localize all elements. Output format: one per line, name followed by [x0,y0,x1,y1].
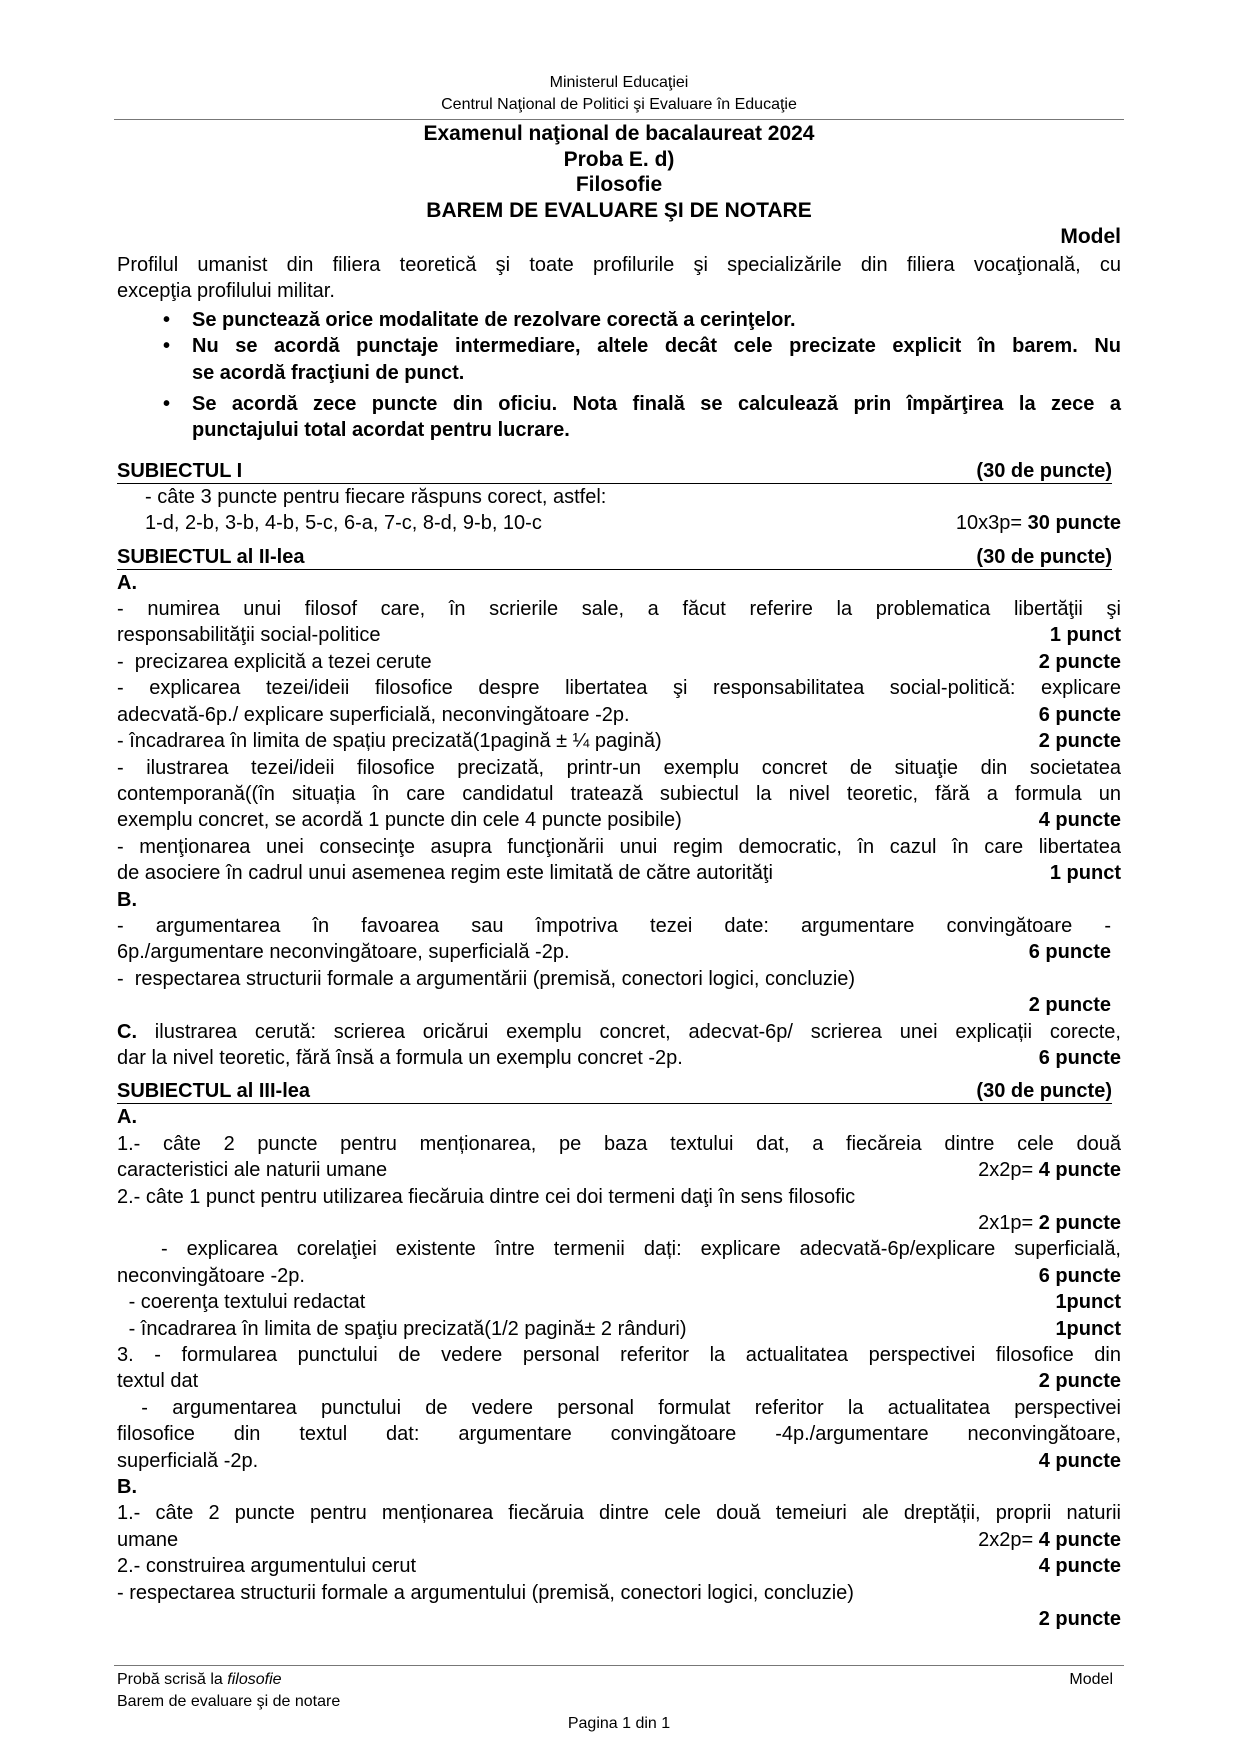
rubric-text: - argumentarea punctului de vedere personal formulat referitor la actualitatea perspectivei [117,1396,1121,1419]
rubric-line [117,510,1121,536]
rubric-line [117,1395,1121,1421]
document-body [117,252,1121,1633]
rubric-line [117,1553,1121,1579]
proba-title: Proba E. d) [563,147,675,171]
rule-text: se acordă fracţiuni de punct. [192,361,465,384]
score [1055,1316,1121,1342]
rubric-text: - menţionarea unei consecinţe asupra funcţionării unui regim democratic, în cazul în care libertatea [117,835,1121,858]
rubric-line [117,1421,1121,1447]
rubric-text: responsabilităţii social-politice [117,624,381,647]
subsection-label-a: A. [117,571,137,594]
section-title: SUBIECTUL al II-lea [117,545,305,568]
page-footer [117,1669,1121,1735]
rubric-line [117,1316,1121,1342]
rubric-text: - încadrarea în limita de spațiu precizată(1pagină ± ¼ pagină) [117,730,662,753]
intro-text: Profilul umanist din filiera teoretică şi toate profilurile şi specializările din filiera vocaţională, cu [117,254,1121,276]
rule-text: Nu se acordă punctaje intermediare, altele decât cele precizate explicit în barem. Nu [192,335,1121,358]
rubric-line [117,755,1121,781]
rubric-text: adecvată-6p./ explicare superficială, neconvingătoare -2p. [117,703,630,726]
rubric-text: exemplu concret, se acordă 1 puncte din cele 4 puncte posibile) [117,809,682,832]
rubric-line [117,1368,1121,1394]
rubric-line [117,675,1121,701]
rubric-line [117,834,1121,860]
score-formula: 2x2p= [978,1159,1039,1182]
score-points: 6 puncte [1038,703,1121,726]
rubric-text: umane [117,1528,179,1551]
footer-exam-subject: filosofie [227,1671,282,1688]
rubric-text: contemporană((în situația în care candidatul tratează subiectul la nivel teoretic, fără a formula un [117,782,1121,805]
exam-title: Examenul naţional de bacalaureat 2024 [423,122,815,145]
score-points: 2 puncte [1038,730,1121,753]
score [1039,1368,1121,1394]
score [1050,860,1121,886]
rubric-text: - respectarea structurii formale a argumentării (premisă, conectori logici, concluzie) [117,967,856,990]
rubric-text: 2.- construirea argumentului cerut [117,1555,417,1578]
section-points: (30 de puncte) [976,545,1112,568]
subsection-label-b: B. [117,888,137,911]
rubric-line [117,1019,1121,1045]
rubric-line [117,1606,1121,1632]
rubric-text: - respectarea structurii formale a argumentului (premisă, conectori logici, concluzie) [117,1581,854,1604]
rubric-text: superficială -2p. [117,1449,259,1472]
score [1029,939,1111,965]
score-formula: 2x1p= [978,1212,1039,1234]
page-header [117,72,1121,116]
score [1039,1045,1121,1071]
rubric-line [117,622,1121,648]
rule-text: Se acordă zece puncte din oficiu. Nota finală se calculează prin împărţirea la zece a [192,393,1121,416]
subsection-label-a: A. [117,1106,137,1129]
rubric-line [117,966,1121,992]
score-points: 6 puncte [1038,1264,1121,1287]
section-1-lines [117,484,1121,537]
score-points: 4 puncte [1038,1449,1121,1472]
page-number: Pagina 1 din 1 [567,1715,671,1732]
score [978,1527,1121,1553]
score-points: 4 puncte [1038,809,1121,832]
score-points: 4 puncte [1038,1555,1121,1578]
ministry-name: Ministerul Educaţiei [549,74,689,91]
barem-title: BAREM DE EVALUARE ŞI DE NOTARE [426,199,812,223]
section-2b-lines [117,913,1121,1019]
section-3b-lines [117,1500,1121,1632]
score [1055,1289,1121,1315]
score-points: 4 puncte [1038,1528,1121,1551]
rule-text: punctajului total acordat pentru lucrare. [192,419,570,442]
section-title: SUBIECTUL al III-lea [117,1080,311,1103]
rubric-line [117,939,1121,965]
bullet-spacer [117,360,192,386]
rubric-text: 1.- câte 2 puncte pentru menționarea, pe baza textului dat, a fiecăreia dintre cele două [117,1132,1121,1155]
rubric-line [117,1580,1121,1606]
center-name: Centrul Naţional de Politici şi Evaluare în Educaţie [441,96,797,113]
score [1039,807,1121,833]
score [1039,1553,1121,1579]
section-2c-lines [117,1045,1121,1071]
rubric-line [117,1342,1121,1368]
rubric-text-c: ilustrarea cerută: scrierea oricărui exemplu concret, adecvat-6p/ scrierea unei explicații corecte, [137,1020,1121,1043]
score-points: 4 puncte [1038,1159,1121,1182]
rubric-text: - argumentarea în favoarea sau împotriva tezei date: argumentare convingătoare - [117,914,1111,937]
score-points: 1 punct [1049,862,1121,885]
rubric-text: - precizarea explicită a tezei cerute [117,650,432,673]
rubric-line [117,1500,1121,1526]
rubric-line [117,1263,1121,1289]
rubric-line [117,1448,1121,1474]
footer-exam-prefix: Probă scrisă la [117,1671,228,1688]
rubric-text: 3. - formularea punctului de vedere personal referitor la actualitatea perspectivei filosofice din [117,1344,1121,1367]
score [1039,702,1121,728]
rubric-line [117,728,1121,754]
rubric-text: filosofice din textul dat: argumentare convingătoare -4p./argumentare neconvingătoare, [117,1423,1121,1446]
bullet-icon: • [162,308,170,331]
score [956,510,1121,536]
rubric-text: textul dat [117,1370,199,1393]
rubric-text: - ilustrarea tezei/ideii filosofice precizată, printr-un exemplu concret de situaţie din societatea [117,756,1121,779]
score-points: 1punct [1055,1291,1121,1314]
score-points: 30 puncte [1027,512,1121,535]
score-points: 1punct [1055,1317,1121,1340]
document-titles [117,121,1121,250]
rule-bullet [117,391,1121,417]
intro-text: excepţia profilului militar. [117,280,335,303]
rubric-text: 6p./argumentare neconvingătoare, superficială -2p. [117,941,570,964]
score-points: 6 puncte [1028,941,1111,964]
score-points: 2 puncte [1038,1370,1121,1393]
score [1039,728,1121,754]
section-points: (30 de puncte) [976,459,1112,482]
rubric-line [117,1157,1121,1183]
footer-doc: Barem de evaluare şi de notare [117,1693,341,1710]
rubric-line [117,1236,1121,1262]
rubric-text: - coerenţa textului redactat [123,1291,366,1314]
bullet-icon: • [162,393,170,416]
section-header-3 [117,1080,1112,1104]
intro-line [117,252,1121,278]
intro-line [117,278,1121,304]
rubric-text: de asociere în cadrul unui asemenea regim este limitată de către autorităţi [117,862,773,885]
rubric-line [117,1527,1121,1553]
score [1039,1448,1121,1474]
section-header-1 [117,460,1112,484]
model-label: Model [1060,224,1121,248]
subject-title: Filosofie [575,173,663,197]
rule-text: Se punctează orice modalitate de rezolvare corectă a cerinţelor. [192,308,796,331]
rubric-text: - explicarea tezei/ideii filosofice despre libertatea şi responsabilitatea social-politică: explicare [117,677,1121,700]
bullet-icon: • [162,335,170,358]
score-points: 1 punct [1049,624,1121,647]
rubric-line [117,1289,1121,1315]
rubric-line [117,484,1121,510]
rubric-text: - numirea unui filosof care, în scrierile sale, a făcut referire la problematica libertăţii şi [117,598,1121,621]
rubric-text: 1.- câte 2 puncte pentru menționarea fiecăruia dintre cele două temeiuri ale dreptății, proprii naturii [117,1502,1121,1525]
rubric-text: - încadrarea în limita de spaţiu precizată(1/2 pagină± 2 rânduri) [123,1317,687,1340]
score-formula: 2x2p= [978,1528,1039,1551]
rubric-line [117,807,1121,833]
rule-bullet [117,333,1121,359]
rule-bullet [117,307,1121,333]
footer-model: Model [1069,1671,1113,1688]
score-points: 2 puncte [1038,1608,1121,1631]
section-points: (30 de puncte) [976,1080,1112,1103]
header-divider [114,119,1124,120]
score [1039,1606,1121,1632]
rubric-text: 2.- câte 1 punct pentru utilizarea fiecăruia dintre cei doi termeni daţi în sens filosofic [117,1185,856,1208]
subsection-label-b: B. [117,1476,137,1499]
rule-bullet-cont [117,360,1121,386]
footer-exam [117,1669,1069,1691]
rubric-line [117,649,1121,675]
score [978,1157,1121,1183]
rule-bullet-cont [117,417,1121,443]
rubric-line [117,1045,1121,1071]
score [978,1210,1121,1236]
section-2a-lines [117,596,1121,886]
score [1029,992,1111,1018]
rubric-text: caracteristici ale naturii umane [117,1159,388,1182]
bullet-spacer [117,417,192,443]
score [1039,649,1121,675]
score [1039,1263,1121,1289]
rubric-line [117,992,1121,1018]
rubric-line [117,702,1121,728]
score-points: 6 puncte [1038,1046,1121,1069]
rubric-text: neconvingătoare -2p. [117,1264,305,1287]
rubric-line [117,1210,1121,1236]
rubric-text: dar la nivel teoretic, fără însă a formula un exemplu concret -2p. [117,1046,683,1069]
rubric-text: 1-d, 2-b, 3-b, 4-b, 5-c, 6-a, 7-c, 8-d, 9-b, 10-c [145,512,542,535]
section-3a-lines [117,1131,1121,1474]
rubric-text: - câte 3 puncte pentru fiecare răspuns corect, astfel: [145,485,607,508]
rubric-line [117,913,1121,939]
rubric-text [117,1019,1121,1045]
rubric-line [117,860,1121,886]
subsection-label-c: C. [117,1020,137,1043]
section-header-2 [117,546,1112,570]
score-points: 2 puncte [1028,994,1111,1017]
rubric-line [117,1131,1121,1157]
score [1050,622,1121,648]
section-title: SUBIECTUL I [117,459,243,482]
rubric-line [117,1184,1121,1210]
rubric-line [117,596,1121,622]
rubric-line [117,781,1121,807]
score-formula: 10x3p= [955,512,1028,535]
rubric-text: - explicarea corelaţiei existente între termenii dați: explicare adecvată-6p/explicare superficială, [123,1238,1121,1261]
footer-divider [114,1665,1124,1666]
score-points: 2 puncte [1038,1212,1121,1234]
score-points: 2 puncte [1038,650,1121,673]
